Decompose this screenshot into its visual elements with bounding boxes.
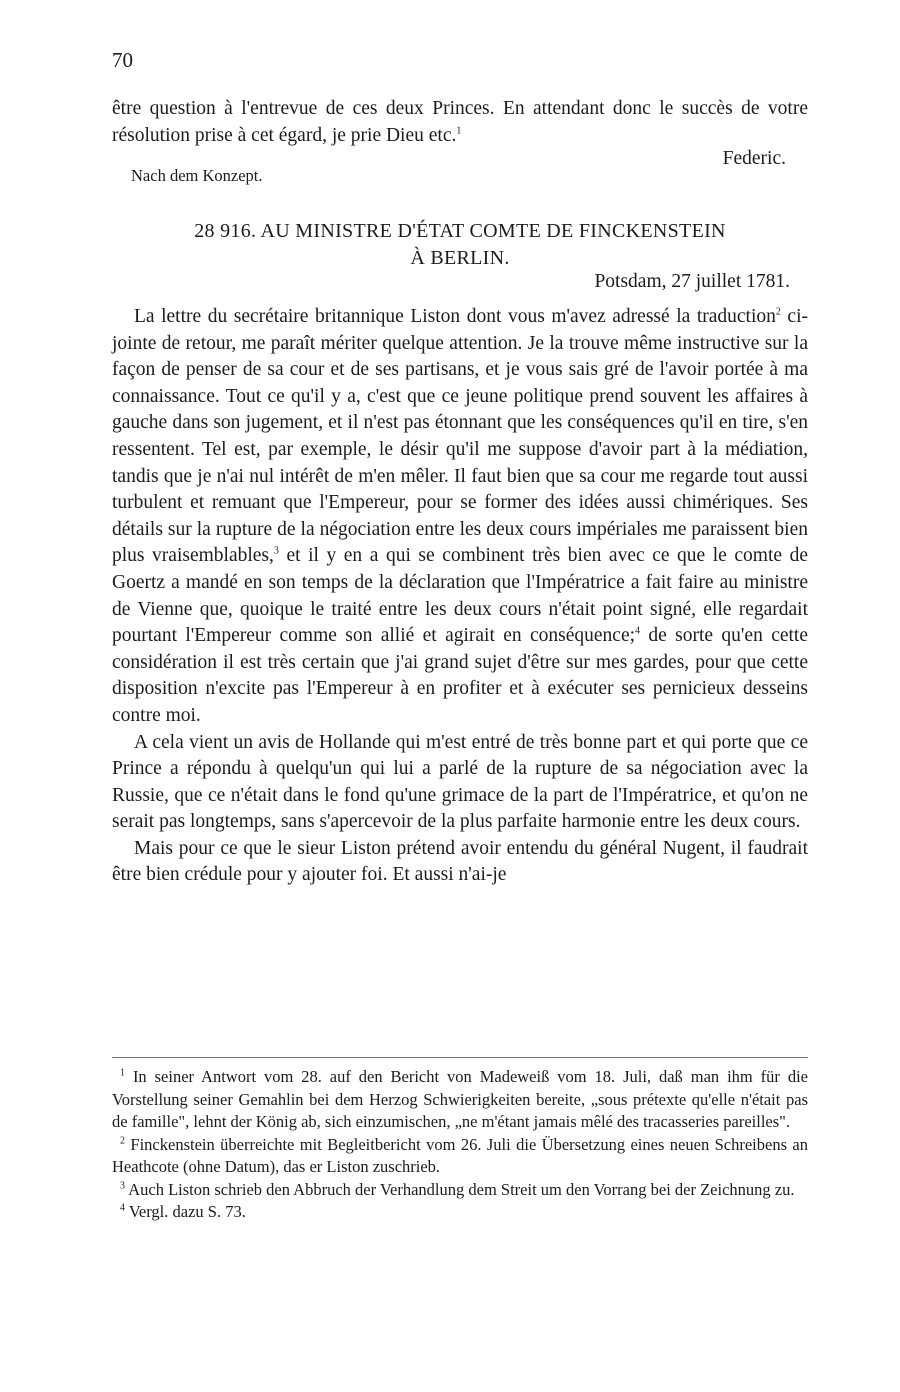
footnote-1-text: In seiner Antwort vom 28. auf den Bericht von Madeweiß vom 18. Juli, daß man ihm für die Vorstellung seiner Gemahlin bei dem Herzog Schwierigkeiten bereite, „sous prétexte qu'elle n'était pas de famille", lehnt der König ab, sich einzumischen, „ne m'étant jamais mêlé des tracasseries pareilles".: [112, 1067, 808, 1131]
footnote-4: [112, 1201, 808, 1224]
paragraph-2: A cela vient un avis de Hollande qui m'est entré de très bonne part et qui porte que ce Prince a répondu à quelqu'un qui lui a parlé de la rupture de sa négociation avec la Russie, que ce n'était dans le fond qu'une grimace de la part de l'Impératrice, et qu'on ne serait pas longtemps, sans s'apercevoir de la plus parfaite harmonie entre les deux cours.: [112, 731, 808, 833]
paragraph-1-part-3: et il y en a qui se combinent très bien avec ce que le comte de Goertz a mandé en son temps de la déclaration que l'Impératrice a fait faire au ministre de Vienne que, quoique le traité entre les deux cours n'était point signé, elle regardait pourtant l'Empereur comme son allié et agirait en conséquence;: [112, 545, 808, 647]
footnote-3-text: Auch Liston schrieb den Abbruch der Verhandlung dem Streit um den Vorrang bei der Zeichnung zu.: [128, 1179, 795, 1199]
footnote-1: [112, 1066, 808, 1134]
footnote-ref-2: 2: [775, 306, 781, 318]
letter-body: [112, 304, 808, 889]
dateline: Potsdam, 27 juillet 1781.: [594, 271, 790, 292]
footnote-4-text: Vergl. dazu S. 73.: [128, 1202, 246, 1221]
footnote-ref-3: 3: [273, 545, 279, 557]
paragraph-1-part-4: de sorte qu'en cette considération il est très certain que j'ai grand sujet d'être sur mes gardes, pour que cette disposition n'excite pas l'Empereur à en profiter et à exécuter ses pernicieux desseins contre moi.: [112, 625, 808, 726]
footnote-3: [112, 1179, 808, 1202]
letter-number: 28 916.: [194, 220, 257, 242]
footnote-3-mark: 3: [120, 1180, 125, 1191]
footnotes: [112, 1066, 808, 1224]
footnote-ref-4: 4: [635, 625, 641, 637]
page-number: 70: [112, 48, 133, 72]
paragraph-1-part-1: La lettre du secrétaire britannique Liston dont vous m'avez adressé la traduction: [134, 306, 776, 327]
letter-title-line2: À BERLIN.: [410, 247, 510, 269]
letter-title: AU MINISTRE D'ÉTAT COMTE DE FINCKENSTEIN: [260, 220, 726, 242]
continuation-text: [112, 96, 808, 149]
signature: Federic.: [722, 148, 786, 169]
source-note: Nach dem Konzept.: [131, 166, 263, 185]
paragraph-3: Mais pour ce que le sieur Liston prétend avoir entendu du général Nugent, il faudrait être bien crédule pour y ajouter foi. Et aussi n'ai-je: [112, 837, 808, 886]
letter-heading-line1: [112, 218, 808, 245]
footnote-4-mark: 4: [120, 1202, 125, 1214]
paragraph-1: [112, 304, 808, 730]
letter-heading: [112, 218, 808, 272]
continuation-sentence: être question à l'entrevue de ces deux Princes. En attendant donc le succès de votre résolution prise à cet égard, je prie Dieu etc.: [112, 98, 808, 146]
footnote-divider: [112, 1057, 808, 1058]
footnote-2-text: Finckenstein überreichte mit Begleitbericht vom 26. Juli die Übersetzung eines neuen Schreibens an Heathcote (ohne Datum), das er Liston zuschrieb.: [112, 1134, 809, 1176]
paragraph-1-part-2: ci-jointe de retour, me paraît mériter quelque attention. Je la trouve même instructive sur la façon de penser de sa cour et de ses partisans, et je vous sais gré de l'avoir portée à ma connaissance. Tout ce qu'il y a, c'est que ce jeune politique prend souvent les affaires à gauche dans son jugement, et il n'est pas étonnant que les conséquences qu'il en tire, s'en ressentent. Tel est, par exemple, le désir qu'il me suppose d'avoir part à la médiation, tandis que je n'ai nul intérêt de m'en mêler. Il faut bien que sa cour me regarde tout aussi turbulent et remuant que l'Empereur, pour se former des idées aussi chimériques. Ses détails sur la rupture de la négociation entre les deux cours impériales me paraissent bien plus vraisemblables,: [112, 306, 808, 567]
footnote-1-mark: 1: [120, 1067, 125, 1079]
footnote-ref-1: 1: [456, 125, 462, 136]
footnote-2: [112, 1134, 808, 1179]
footnote-2-mark: 2: [120, 1135, 125, 1146]
